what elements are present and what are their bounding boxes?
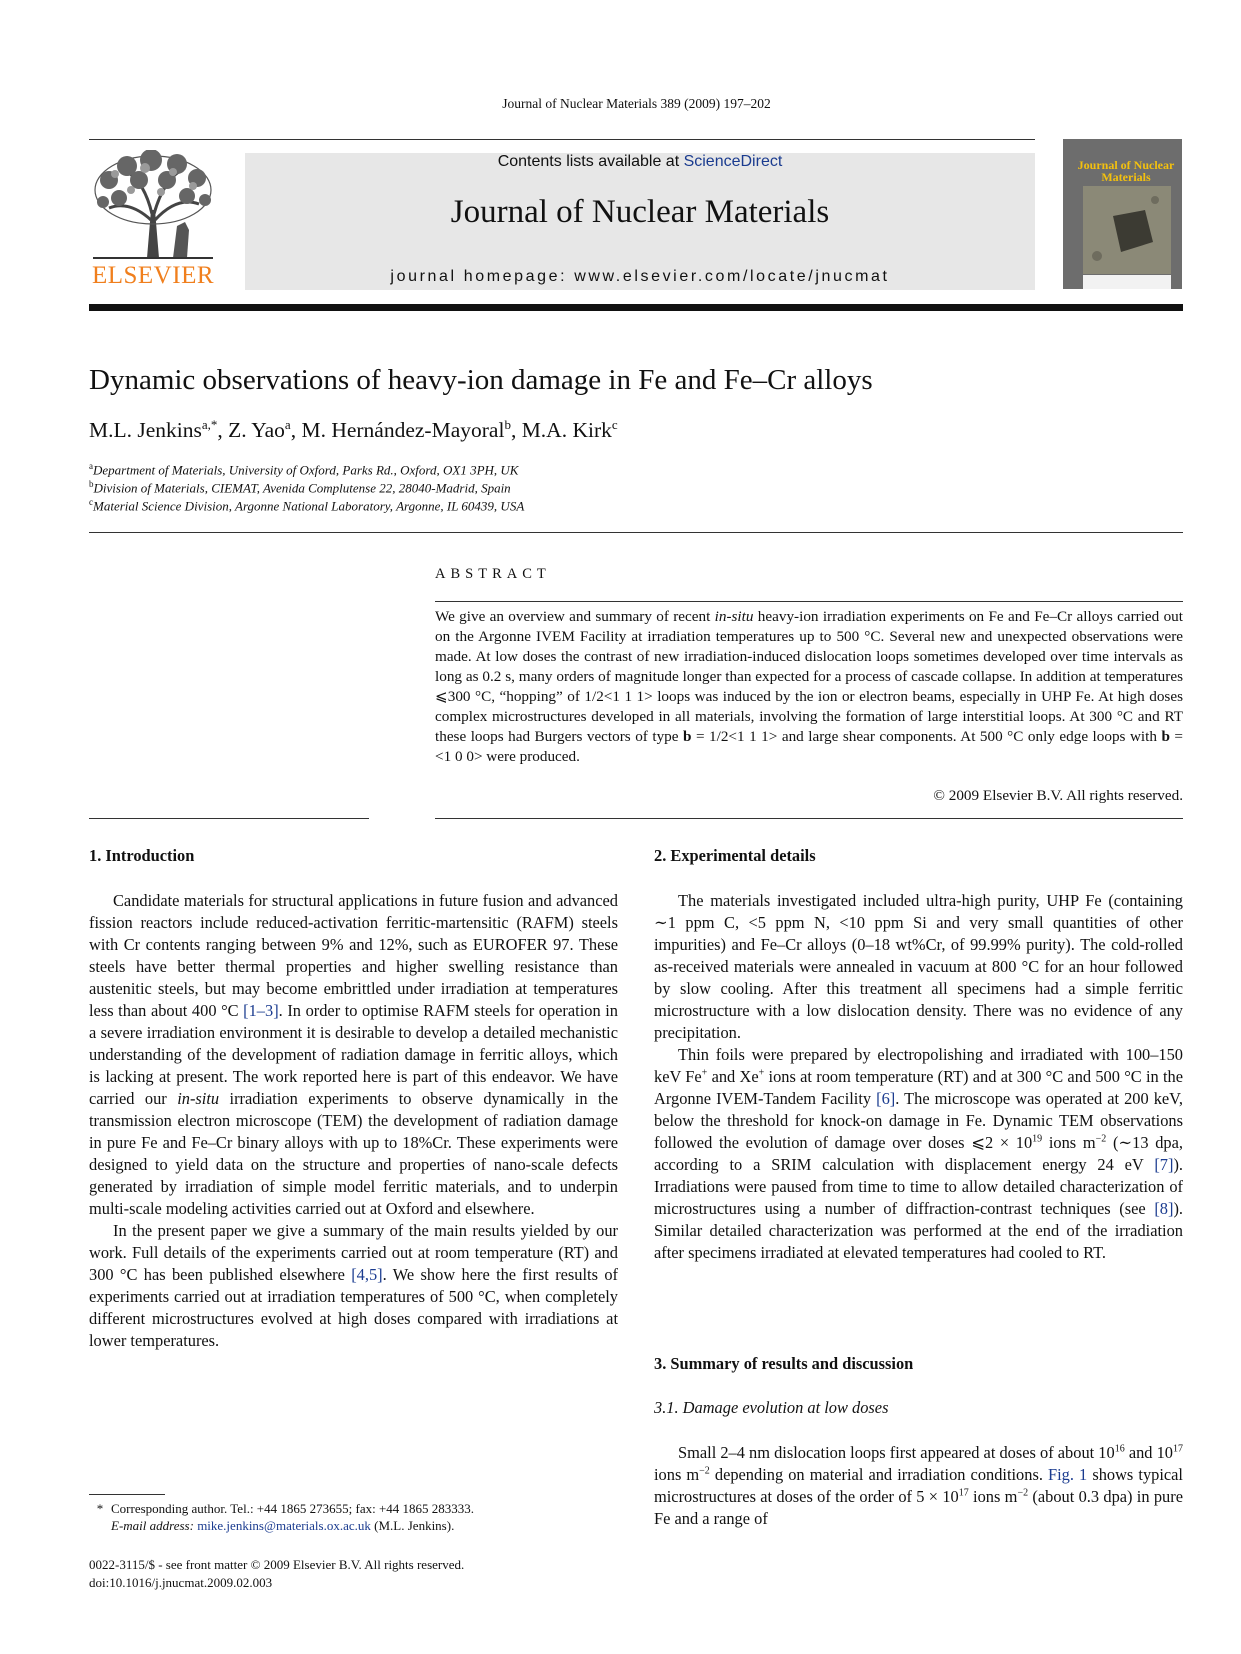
- reference-link[interactable]: [7]: [1154, 1155, 1174, 1174]
- subsection-heading: 3.1. Damage evolution at low doses: [654, 1398, 889, 1417]
- header-thick-rule: [89, 304, 1183, 311]
- affiliation: [89, 497, 524, 514]
- paragraph: Candidate materials for structural applications in future fusion and advanced fission reactors include reduced-activation ferritic-martensitic (RAFM) steels with Cr contents ranging between 9% and 12%, such as EUROFER 97. These steels have better thermal properties and higher swelling resistance than austenitic steels, but may become embrittled under irradiation at temperatures less than about 400 °C [1–3]. In order to optimise RAFM steels for operation in a severe irradiation environment it is desirable to develop a detailed mechanistic understanding of the development of radiation damage in ferritic alloys, which is lacking at present. The work reported here is part of this endeavor. We have carried our in-situ irradiation experiments to observe dynamically in the transmission electron microscope (TEM) the development of radiation damage in pure Fe and Fe–Cr binary alloys with up to 18%Cr. These experiments were designed to yield data on the structure and properties of nano-scale defects generated by irradiation of simple model ferritic materials, and to underpin multi-scale modeling activities carried out at Oxford and elsewhere.: [89, 891, 618, 1218]
- journal-homepage[interactable]: journal homepage: www.elsevier.com/locate/jnucmat: [390, 268, 890, 285]
- affiliation: [89, 461, 518, 478]
- paragraph: The materials investigated included ultra-high purity, UHP Fe (containing ∼1 ppm C, <5 ppm N, <10 ppm Si and very small quantities of other impurities) and Fe–Cr alloys (0–18 wt%Cr, of 99.99% purity). The cold-rolled as-received materials were annealed in vacuum at 800 °C for an hour followed by slow cooling. After this treatment all specimens had a simple ferritic microstructure with a low dislocation density. There was no evidence of any precipitation.: [654, 891, 1183, 1042]
- section-rule: [89, 532, 1183, 533]
- footnote-mark: *: [96, 1501, 104, 1516]
- abstract-rule-bottom: [435, 818, 1183, 819]
- paragraph: In the present paper we give a summary of the main results yielded by our work. Full details of the experiments carried out at room temperature (RT) and 300 °C has been published elsewhere [4,5]. We show here the first results of experiments carried out at irradiation temperatures of 500 °C, when completely different microstructures evolved at high doses compared with irradiations at lower temperatures.: [89, 1221, 618, 1350]
- footnote-text: Corresponding author. Tel.: +44 1865 273655; fax: +44 1865 283333.: [111, 1501, 475, 1516]
- reference-link[interactable]: [4,5]: [351, 1265, 383, 1284]
- introduction-body: [89, 890, 618, 1352]
- author-list: [89, 417, 618, 443]
- author-name: Z. Yao: [228, 418, 285, 443]
- cover-strip: [1083, 275, 1171, 289]
- affiliation-text: Material Science Division, Argonne National Laboratory, Argonne, IL 60439, USA: [93, 498, 525, 514]
- author-name: M. Hernández-Mayoral: [301, 418, 505, 443]
- author-separator: ,: [290, 418, 302, 443]
- reference-link[interactable]: [6]: [876, 1089, 896, 1108]
- left-rule: [89, 818, 369, 819]
- author-affil-mark: a: [284, 417, 291, 432]
- doi-line: doi:10.1016/j.jnucmat.2009.02.003: [89, 1575, 273, 1590]
- affiliation-mark: a: [89, 461, 93, 471]
- cover-micrograph-icon: [1083, 186, 1171, 274]
- article-title: Dynamic observations of heavy-ion damage in Fe and Fe–Cr alloys: [89, 364, 873, 396]
- paragraph: Thin foils were prepared by electropolishing and irradiated with 100–150 keV Fe+ and Xe+ ions at room temperature (RT) and at 300 °C and 500 °C in the Argonne IVEM-Tandem Facility [6]. The microscope was operated at 200 keV, below the threshold for knock-on damage in Fe. Dynamic TEM observations followed the evolution of damage over doses ⩽2 × $10^{19}$ ions $m^{-2}$ (∼13 dpa, according to a SRIM calculation with displacement energy 24 eV [7]). Irradiations were paused from time to time to allow detailed characterization of microstructures using a number of diffraction-contrast techniques (see [8]). Similar detailed characterization was performed at the end of the irradiation after specimens irradiated at elevated temperatures had cooled to RT.: [654, 1045, 1184, 1262]
- abstract-heading: ABSTRACT: [435, 566, 551, 582]
- journal-banner: [245, 153, 1035, 290]
- author-name: M.A. Kirk: [521, 418, 612, 443]
- front-matter-line: 0022-3115/$ - see front matter © 2009 Elsevier B.V. All rights reserved.: [89, 1557, 465, 1572]
- elsevier-tree-icon: [89, 150, 217, 262]
- cover-title: Journal of Nuclear Materials: [1077, 158, 1175, 184]
- affiliation-text: Department of Materials, University of Oxford, Parks Rd., Oxford, OX1 3PH, UK: [93, 462, 519, 478]
- journal-cover: [1063, 139, 1182, 289]
- author-affil-mark: a,*: [201, 417, 218, 432]
- affiliation-mark: b: [89, 479, 94, 489]
- affiliation-mark: c: [89, 497, 93, 507]
- author-affil-mark: c: [611, 417, 618, 432]
- reference-link[interactable]: [8]: [1154, 1199, 1174, 1218]
- contents-line: [245, 153, 1035, 171]
- section-heading-experimental: 2. Experimental details: [654, 846, 816, 865]
- footnote-line: [89, 1500, 474, 1517]
- author-affil-mark: b: [504, 417, 511, 432]
- footnote-email-line: E-mail address: mike.jenkins@materials.ox.ac.uk (M.L. Jenkins).: [111, 1518, 455, 1533]
- affiliation-text: Division of Materials, CIEMAT, Avenida Complutense 22, 28040-Madrid, Spain: [93, 480, 511, 496]
- journal-citation: Journal of Nuclear Materials 389 (2009) 197–202: [502, 96, 771, 111]
- header-rule: [89, 139, 1035, 140]
- figure-link[interactable]: Fig. 1: [1048, 1465, 1088, 1484]
- elsevier-wordmark: ELSEVIER: [91, 262, 215, 289]
- footnote-rule: [89, 1494, 165, 1495]
- results-body: [654, 1442, 1183, 1530]
- affiliation: [89, 479, 511, 496]
- author-separator: ,: [510, 418, 522, 443]
- email-link[interactable]: mike.jenkins@materials.ox.ac.uk: [197, 1518, 371, 1533]
- section-heading-introduction: 1. Introduction: [89, 846, 195, 865]
- abstract-text: We give an overview and summary of recent in-situ heavy-ion irradiation experiments on Fe and Fe–Cr alloys carried out on the Argonne IVEM Facility at irradiation temperatures up to 500 °C. Several new and unexpected observations were made. At low doses the contrast of new irradiation-induced dislocation loops sometimes developed over time intervals as long as 0.2 s, many orders of magnitude longer than expected for a process of cascade collapse. In addition at temperatures ⩽300 °C, “hopping” of 1/2<1 1 1> loops was induced by the ion or electron beams, especially in UHP Fe. At high doses complex microstructures developed in all materials, involving the formation of large interstitial loops. At 300 °C and RT these loops had Burgers vectors of type b = 1/2<1 1 1> and large shear components. At 500 °C only edge loops with b = <1 0 0> were produced.: [435, 608, 1183, 765]
- journal-title: Journal of Nuclear Materials: [450, 194, 830, 230]
- author-separator: ,: [217, 418, 229, 443]
- elsevier-logo: [89, 150, 217, 290]
- cover-image: [1083, 186, 1171, 274]
- abstract-rule-top: [435, 601, 1183, 602]
- contents-prefix: Contents lists available at: [497, 153, 684, 170]
- paragraph: Small 2–4 nm dislocation loops first appeared at doses of about $10^{16}$ and $10^{17}$ ions $m^{-2}$ depending on material and irradiation conditions. Fig. 1 shows typical microstructures at doses of the order of $5 \times 10^{17}$ ions $m^{-2}$ (about 0.3 dpa) in pure Fe and a range of: [654, 1443, 1183, 1528]
- reference-link[interactable]: [1–3]: [243, 1001, 279, 1020]
- author-name: M.L. Jenkins: [89, 418, 202, 443]
- section-heading-results: 3. Summary of results and discussion: [654, 1354, 914, 1373]
- abstract-copyright: © 2009 Elsevier B.V. All rights reserved.: [933, 787, 1183, 804]
- experimental-body: [654, 890, 1183, 1264]
- sciencedirect-link[interactable]: ScienceDirect: [683, 153, 783, 170]
- footnote: [89, 1500, 474, 1534]
